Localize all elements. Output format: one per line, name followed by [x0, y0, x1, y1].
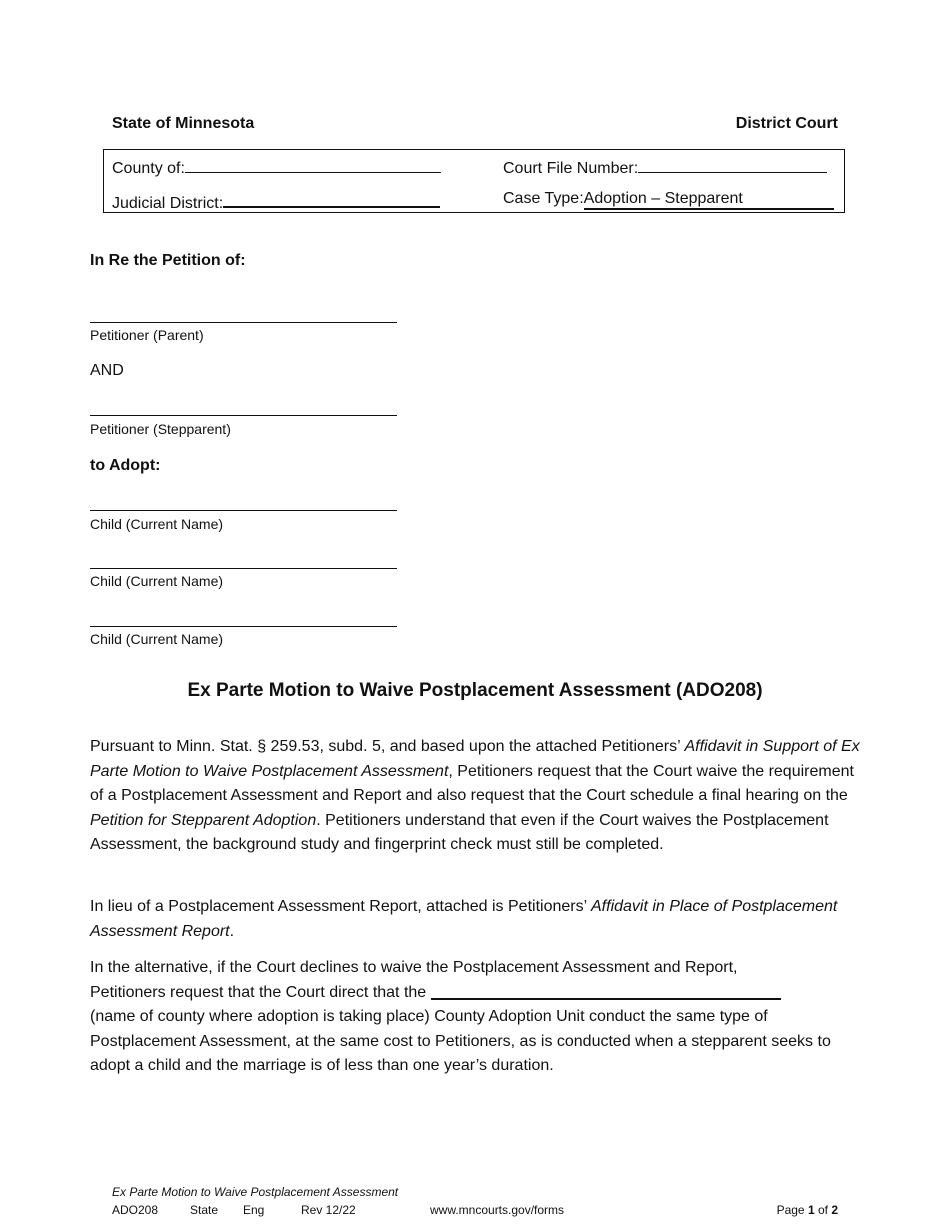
footer-jurisdiction: State [190, 1203, 219, 1217]
district-label: Judicial District: [112, 195, 224, 212]
p3-line-a: In the alternative, if the Court declines to waive the Postplacement Assessment and Report, [90, 959, 738, 976]
petitioner-parent-caption: Petitioner (Parent) [90, 327, 204, 343]
footer-code: ADO208 [112, 1203, 159, 1217]
district-field [112, 190, 440, 213]
paragraph-1 [90, 735, 865, 858]
district-input[interactable] [223, 190, 440, 208]
state-heading: State of Minnesota [112, 115, 255, 132]
footer-page-number [777, 1203, 838, 1217]
child-1-caption: Child (Current Name) [90, 516, 224, 532]
court-heading: District Court [735, 115, 838, 132]
p1-text-a: Pursuant to Minn. Stat. § 259.53, subd. 5, and based upon the attached Petitioners’ [90, 738, 685, 755]
county-label: County of: [112, 160, 185, 177]
p2-text-c: . [229, 922, 235, 940]
footer-url[interactable]: www.mncourts.gov/forms [430, 1203, 565, 1217]
page-total: 2 [831, 1203, 838, 1217]
case-type-field [503, 190, 834, 210]
child-2-line[interactable] [90, 568, 397, 569]
p2-text-a: In lieu of a Postplacement Assessment Report, attached is Petitioners’ [90, 898, 591, 915]
document-title: Ex Parte Motion to Waive Postplacement Assessment (ADO208) [187, 680, 763, 701]
child-1-line[interactable] [90, 510, 397, 511]
p1-text-e: . Petitioners understand that even if the Court waives the Postplacement Assessment, the background study and fingerprint check must still be completed. [90, 811, 829, 853]
paragraph-3 [90, 956, 865, 1079]
county-name-input[interactable] [431, 982, 781, 1000]
p1-text-c: , Petitioners request that the Court waive the requirement of a Postplacement Assessment and Report and also request that the Court schedule a final hearing on the [90, 762, 854, 804]
page-of: of [814, 1203, 832, 1217]
child-3-caption: Child (Current Name) [90, 631, 224, 647]
petitioner-parent-line[interactable] [90, 322, 397, 323]
child-2-caption: Child (Current Name) [90, 573, 224, 589]
court-file-field [503, 156, 827, 178]
in-re-heading: In Re the Petition of: [90, 252, 246, 269]
and-label: AND [90, 362, 124, 379]
county-input[interactable] [185, 156, 441, 173]
p1-petition-title: Petition for Stepparent Adoption [90, 811, 317, 829]
footer-language: Eng [243, 1203, 265, 1217]
p2-affidavit-title: Affidavit in Place of Postplacement Assessment Report [90, 898, 838, 940]
page-current: 1 [807, 1203, 815, 1217]
p3-text-b: Petitioners request that the Court direct that the [90, 983, 427, 1001]
p1-affidavit-title: Affidavit in Support of Ex Parte Motion to Waive Postplacement Assessment [90, 738, 860, 780]
case-type-label: Case Type: [503, 190, 584, 207]
paragraph-2 [90, 895, 865, 944]
p3-line-b [90, 981, 865, 1006]
case-type-value: Adoption – Stepparent [584, 190, 834, 210]
p3-text-c: (name of county where adoption is taking place) County Adoption Unit conduct the same type of Postplacement Assessment, at the same cost to Petitioners, as is conducted when a stepparent seeks to adopt a child and the marriage is of less than one year’s duration. [90, 1008, 831, 1074]
to-adopt-heading: to Adopt: [90, 457, 161, 474]
court-file-label: Court File Number: [503, 160, 639, 177]
page-prefix: Page [776, 1203, 808, 1217]
petitioner-stepparent-caption: Petitioner (Stepparent) [90, 421, 231, 437]
child-3-line[interactable] [90, 626, 397, 627]
petitioner-stepparent-line[interactable] [90, 415, 397, 416]
footer-revision: Rev 12/22 [301, 1203, 356, 1217]
county-field [112, 156, 441, 178]
court-file-input[interactable] [638, 156, 827, 173]
footer-form-title: Ex Parte Motion to Waive Postplacement Assessment [112, 1185, 399, 1199]
